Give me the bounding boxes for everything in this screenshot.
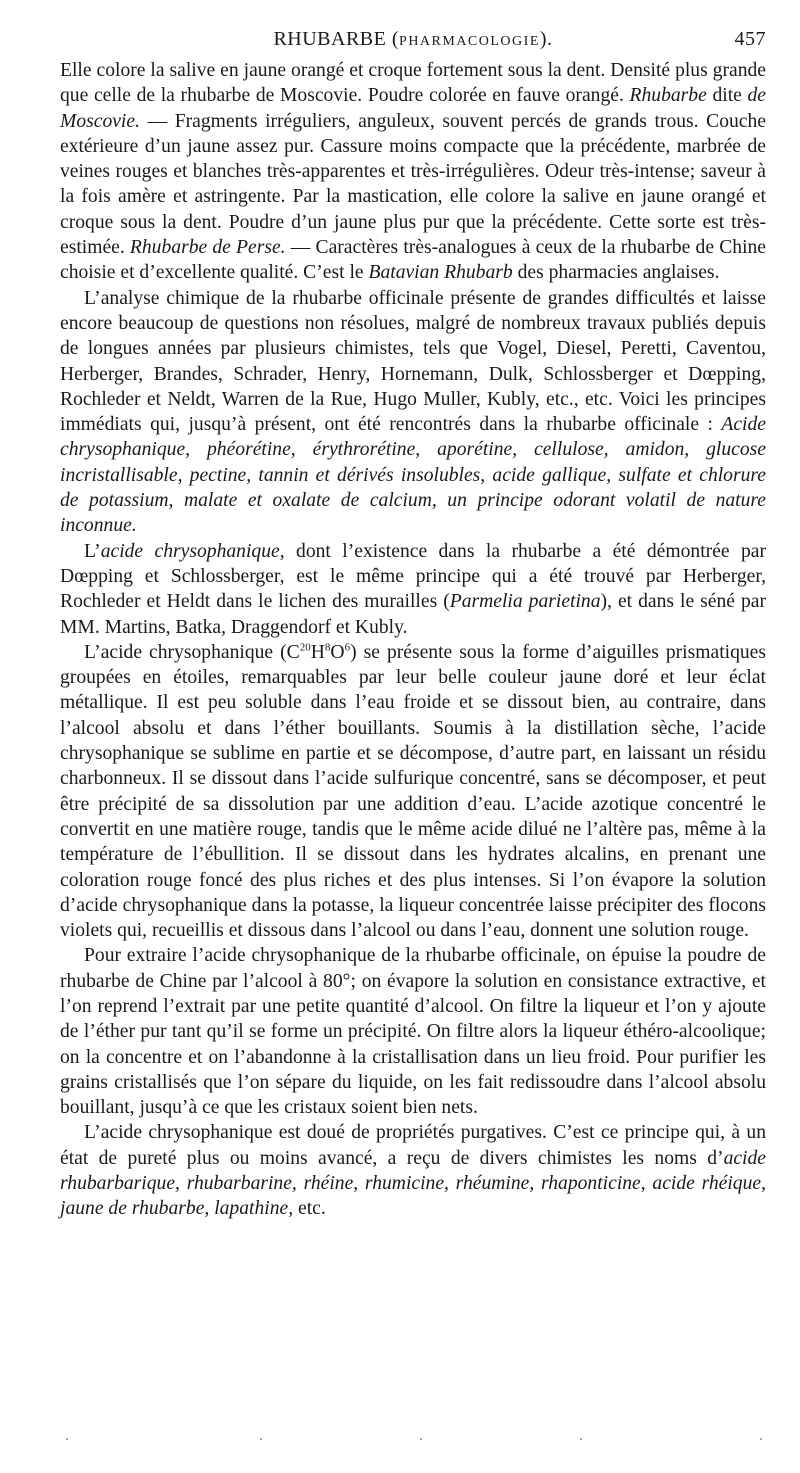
footer-dots (60, 1438, 766, 1442)
text-run: dite (706, 85, 748, 107)
paragraph (60, 286, 766, 539)
running-title-close: ). (539, 28, 553, 50)
paragraph (60, 539, 766, 640)
text-run: H (310, 641, 325, 663)
italic-text: acide chrysophanique, (100, 540, 285, 562)
paragraph (60, 1120, 766, 1221)
text-run: Elle colore la salive en jaune orangé et croque fortement sous la dent. Densité plus grande que celle de la rhubarbe de Moscovie. Poudre colorée en fauve orangé. (60, 60, 766, 107)
superscript: 20 (299, 641, 311, 654)
running-title-subject: PHARMACOLOGIE (399, 34, 540, 49)
text-run: L’acide chrysophanique est doué de propriétés purgatives. C’est ce principe qui, à un état de pureté plus ou moins avancé, a reçu de divers chimistes les noms d’ (60, 1122, 766, 1169)
text-run: — Caractères très-analogues à ceux de la rhubarbe de Chine choisie et d’excellente qualité. C’est le (60, 237, 767, 284)
text-run: O (330, 641, 345, 663)
italic-text: de Moscovie. (60, 85, 766, 132)
italic-text: Batavian Rhubarb (368, 262, 513, 284)
paragraph (60, 58, 766, 286)
italic-text: Acide chrysophanique, phéorétine, érythrorétine, aporétine, cellulose, amidon, glucose incristallisable, pectine, tannin et dérivés insolubles, acide gallique, sulfate et chlorure de potassium, malate et oxalate de calcium, un principe odorant volatil de nature inconnue. (60, 414, 766, 537)
text-run: des pharmacies anglaises. (512, 262, 720, 284)
text-run: L’acide chrysophanique (C (84, 641, 300, 663)
text-run: ), et dans le séné par MM. Martins, Batka, Draggendorf et Kubly. (60, 591, 766, 638)
italic-text: Rhubarbe de Perse. (129, 237, 286, 259)
superscript: 6 (344, 641, 351, 654)
paragraph (60, 640, 766, 944)
running-header (60, 28, 766, 56)
text-run: dont l’existence dans la rhubarbe a été démontrée par Dœpping et Schlossberger, est le même principe qui a été trouvé par Herberger, Rochleder et Heldt dans le lichen des murailles ( (60, 540, 766, 613)
paragraph (60, 943, 766, 1120)
italic-text: Parmelia parietina (449, 591, 601, 613)
running-title-main: RHUBARBE ( (273, 28, 400, 50)
text-run: L’analyse chimique de la rhubarbe officinale présente de grandes difficultés et laisse encore beaucoup de questions non résolues, malgré de nombreux travaux publiés depuis de longues années par plusieurs chimistes, tels que Vogel, Diesel, Peretti, Caventou, Herberger, Brandes, Schrader, Henry, Hornemann, Dulk, Schlossberger et Dœpping, Rochleder et Neldt, Warren de la Rue, Hugo Muller, Kubly, etc., etc. Voici les principes immédiats qui, jusqu’à présent, ont été rencontrés dans la rhubarbe officinale : (60, 287, 766, 436)
text-run: etc. (293, 1198, 326, 1220)
italic-text: Rhubarbe (629, 85, 707, 107)
text-run: L’ (84, 540, 101, 562)
text-run: Pour extraire l’acide chrysophanique de la rhubarbe officinale, on épuise la poudre de rhubarbe de Chine par l’alcool à 80°; on évapore la solution en consistance extractive, et l’on reprend l’extrait par une petite quantité d’alcool. On filtre la liqueur et l’on y ajoute de l’éther pur tant qu’il se forme un précipité. On filtre alors la liqueur éthéro-alcoolique; on la concentre et on l’abandonne à la cristallisation dans un lieu froid. Pour purifier les grains cristallisés que l’on sépare du liquide, on les fait redissoudre dans l’alcool absolu bouillant, jusqu’à ce que les cristaux soient bien nets. (60, 945, 766, 1119)
document-page (60, 28, 766, 1222)
page-number: 457 (734, 28, 766, 50)
italic-text: acide rhubarbarique, rhubarbarine, rhéine, rhumicine, rhéumine, rhaponticine, acide rhéique, jaune de rhubarbe, lapathine, (60, 1147, 766, 1220)
text-run: — Fragments irréguliers, anguleux, souvent percés de grands trous. Couche extérieure d’un jaune assez pur. Cassure moins compacte que la précédente, marbrée de veines rouges et blanches très-apparentes et très-irrégulières. Odeur très-intense; saveur à la fois amère et astringente. Par la mastication, elle colore la salive en jaune orangé et croque sous la dent. Poudre d’un jaune plus pur que la précédente. Cette sorte est très-estimée. (60, 110, 766, 259)
body-text (60, 58, 766, 1222)
running-title (60, 28, 766, 51)
text-run: ) se présente sous la forme d’aiguilles prismatiques groupées en étoiles, remarquables par leur belle couleur jaune doré et leur éclat métallique. Il est peu soluble dans l’eau froide et se dissout bien, au contraire, dans l’alcool absolu et dans l’éther bouillants. Soumis à la distillation sèche, l’acide chrysophanique se sublime en partie et se décompose, d’autre part, en laissant un résidu charbonneux. Il se dissout dans l’acide sulfurique concentré, sans se décomposer, et peut être précipité de sa dissolution par une addition d’eau. L’acide azotique concentré le convertit en une matière rouge, tandis que le même acide dilué ne l’altère pas, même à la température de l’ébullition. Il se dissout dans les hydrates alcalins, en prenant une coloration rouge foncé des plus riches et des plus intenses. Si l’on évapore la solution d’acide chrysophanique dans la potasse, la liqueur concentrée laisse précipiter des flocons violets qui, recueillis et dissous dans l’alcool ou dans l’eau, donnent une solution rouge. (60, 641, 766, 942)
superscript: 8 (324, 641, 331, 654)
